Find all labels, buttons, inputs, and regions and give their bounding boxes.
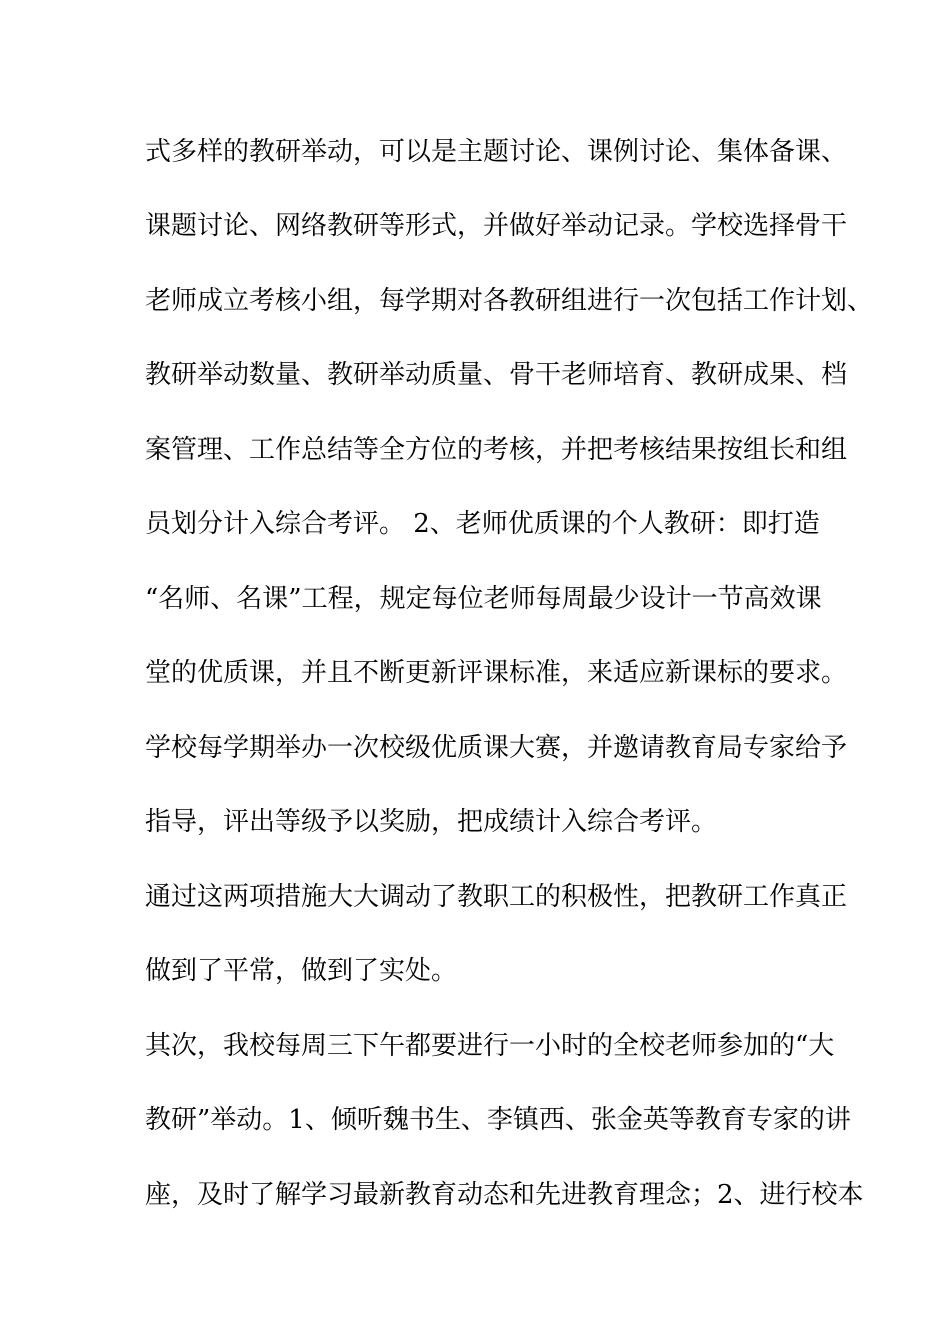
text-line: 课题讨论、网络教研等形式，并做好举动记录。学校选择骨干 [145, 211, 848, 241]
text-line: 学校每学期举办一次校级优质课大赛，并邀请教育局专家给予 [145, 733, 848, 763]
text-line: 其次，我校每周三下午都要进行一小时的全校老师参加的“大 [145, 1031, 835, 1061]
text-line: 式多样的教研举动，可以是主题讨论、课例讨论、集体备课、 [145, 137, 848, 167]
text-line: 教研举动数量、教研举动质量、骨干老师培育、教研成果、档 [145, 360, 848, 390]
text-line: 座，及时了解学习最新教育动态和先进教育理念；2、进行校本 [145, 1180, 864, 1210]
text-line: 做到了平常，做到了实处。 [145, 956, 458, 986]
text-line: 通过这两项措施大大调动了教职工的积极性，把教研工作真正 [145, 882, 848, 912]
text-line: 员划分计入综合考评。 2、老师优质课的个人教研：即打造 [145, 509, 820, 539]
text-line: “名师、名课”工程，规定每位老师每周最少设计一节高效课 [145, 584, 822, 614]
text-line: 堂的优质课，并且不断更新评课标准，来适应新课标的要求。 [145, 658, 848, 688]
text-line: 指导，评出等级予以奖励，把成绩计入综合考评。 [145, 807, 718, 837]
text-line: 案管理、工作总结等全方位的考核，并把考核结果按组长和组 [145, 435, 848, 465]
text-line: 老师成立考核小组，每学期对各教研组进行一次包括工作计划、 [145, 286, 874, 316]
text-line: 教研”举动。1、倾听魏书生、李镇西、张金英等教育专家的讲 [145, 1105, 851, 1135]
